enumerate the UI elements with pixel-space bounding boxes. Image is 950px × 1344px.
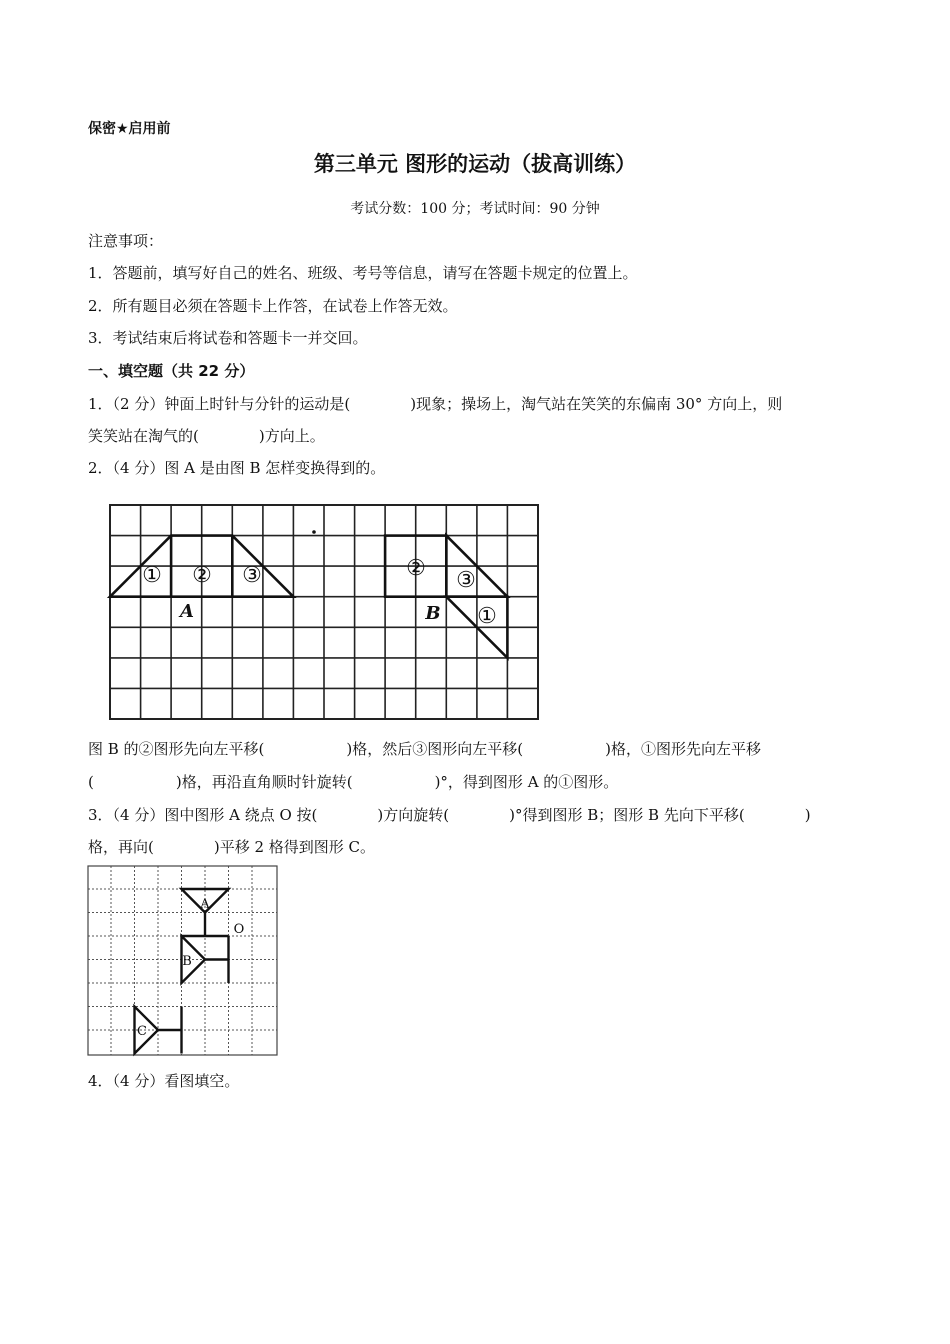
figure-c-label: C [137, 1024, 147, 1039]
figure-a-label: A [200, 897, 210, 912]
question-3-line-2 [88, 836, 375, 857]
q3-text: )平移 2 格得到图形 C。 [213, 838, 376, 856]
q2-text: )格，①图形先向左平移 [605, 740, 761, 758]
question-2-line-1 [88, 738, 761, 759]
point-o-label: O [233, 922, 245, 937]
q2-text: ( [88, 773, 94, 791]
note-item: 2．所有题目必须在答题卡上作答，在试卷上作答无效。 [88, 297, 458, 315]
ink-dot [312, 530, 316, 534]
question-2-grid-figure [108, 503, 540, 723]
q1-text: 1．（2 分）钟面上时针与分针的运动是( [88, 395, 351, 413]
piece-1-label-a: ① [142, 563, 162, 588]
q1-text: )方向上。 [258, 427, 325, 445]
piece-3-label-b: ③ [456, 568, 476, 593]
question-1-line-2 [88, 425, 325, 446]
question-4-text: 4．（4 分）看图填空。 [88, 1072, 240, 1090]
page-title: 第三单元 图形的运动（拔高训练） [313, 152, 637, 176]
question-2-line-2 [88, 771, 618, 792]
q1-text: 笑笑站在淘气的( [88, 427, 199, 445]
question-3-line-1 [88, 804, 811, 825]
q3-text: 格，再向( [88, 838, 154, 856]
q2-text: 图 B 的②图形先向左平移( [88, 740, 265, 758]
piece-3-label-a: ③ [242, 563, 262, 588]
question-1-line-1 [88, 393, 782, 414]
q3-text: )°得到图形 B；图形 B 先向下平移( [509, 806, 745, 824]
q2-text: )°，得到图形 A 的①图形。 [434, 773, 619, 791]
figure-b-label: B [425, 603, 441, 624]
q3-text: )方向旋转( [377, 806, 450, 824]
q3-text: ) [804, 806, 811, 824]
q2-text: )格，然后③图形向左平移( [346, 740, 524, 758]
note-item: 3．考试结束后将试卷和答题卡一并交回。 [88, 329, 368, 347]
question-2-text: 2．（4 分）图 A 是由图 B 怎样变换得到的。 [88, 459, 386, 477]
notes-title: 注意事项： [88, 232, 164, 250]
piece-1-label-b: ① [477, 604, 497, 629]
figure-b-label: B [182, 954, 192, 969]
question-3-grid-figure [87, 865, 279, 1057]
q2-text: )格，再沿直角顺时针旋转( [175, 773, 353, 791]
note-item: 1．答题前，填写好自己的姓名、班级、考号等信息，请写在答题卡规定的位置上。 [88, 264, 638, 282]
confidential-mark: 保密★启用前 [88, 121, 171, 137]
exam-info: 考试分数：100 分；考试时间：90 分钟 [350, 201, 600, 217]
q1-text: )现象；操场上，淘气站在笑笑的东偏南 30° 方向上，则 [410, 395, 783, 413]
q3-text: 3．（4 分）图中图形 A 绕点 O 按( [88, 806, 318, 824]
piece-2-label-a: ② [192, 563, 212, 588]
piece-2-label-b: ② [406, 556, 426, 581]
figure-a-label: A [180, 601, 194, 622]
section-heading: 一、填空题（共 22 分） [88, 362, 255, 380]
